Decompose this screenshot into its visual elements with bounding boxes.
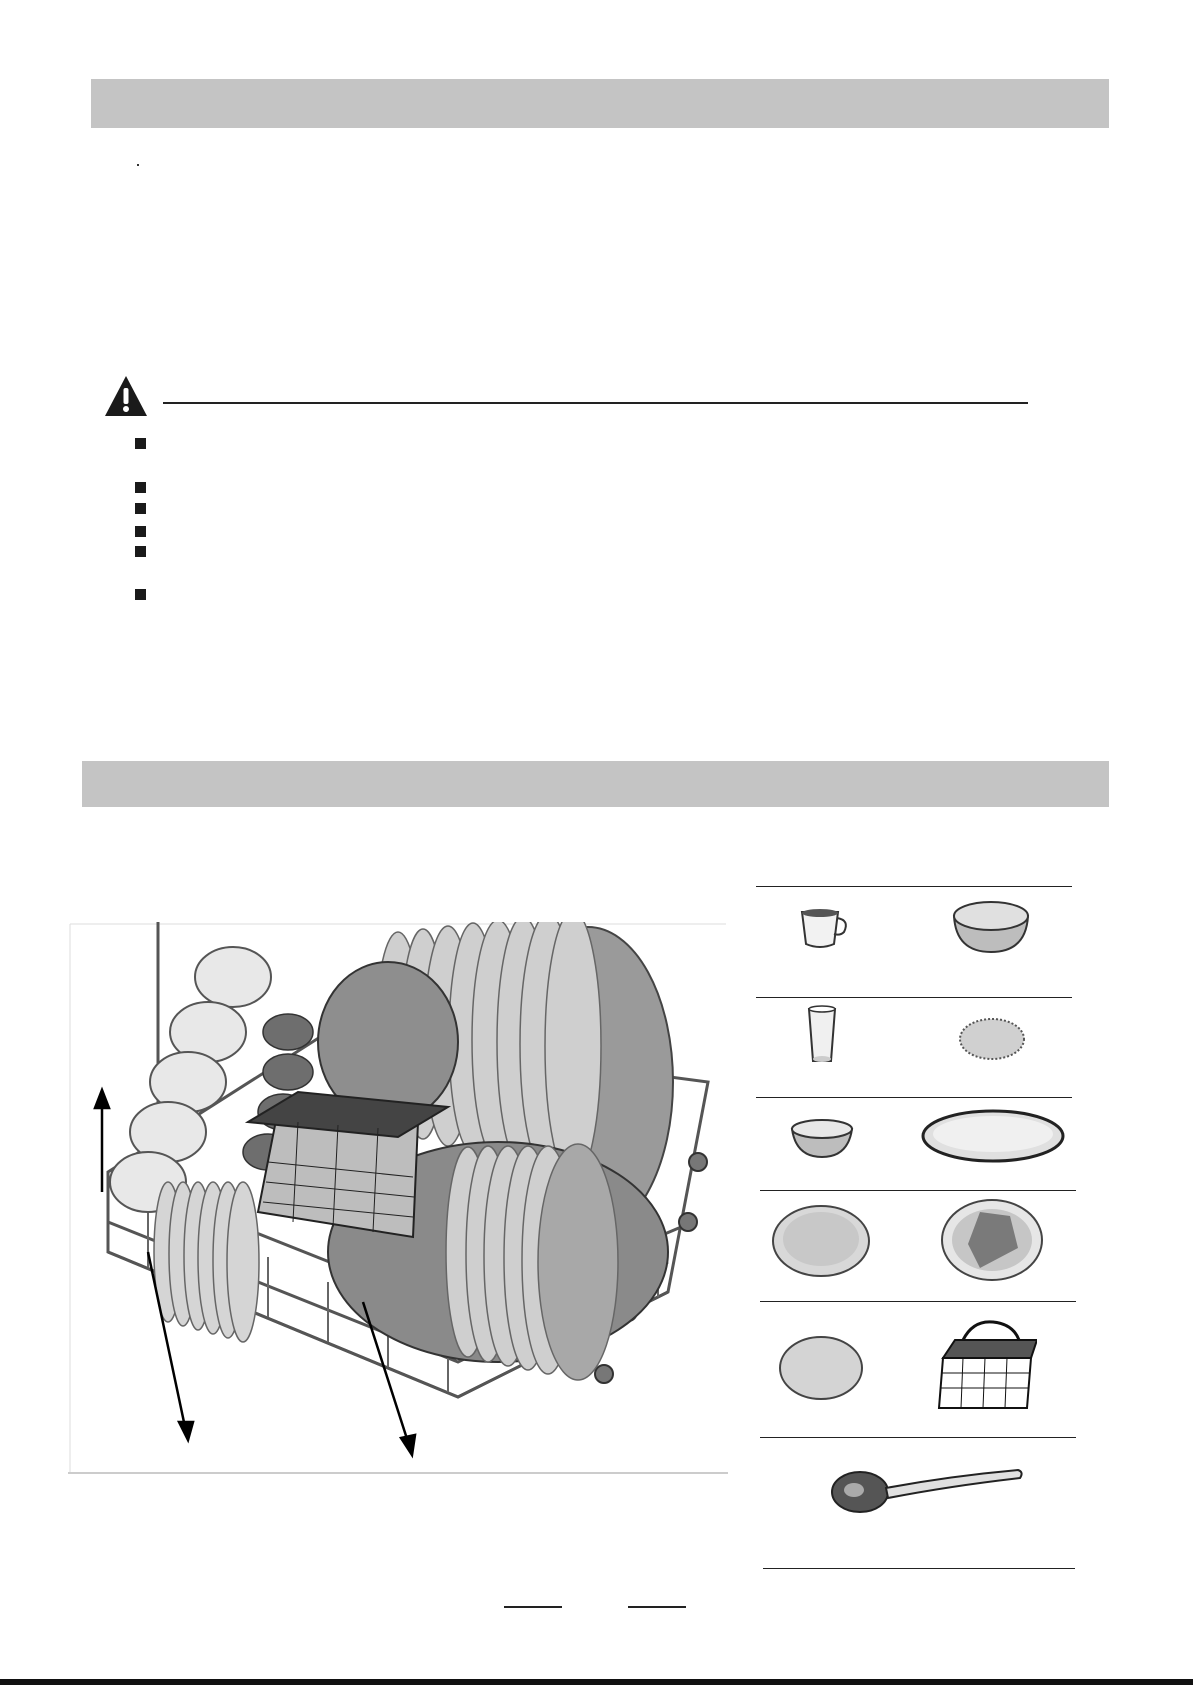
warning-bullet-5 <box>135 546 146 557</box>
warning-bullet-6 <box>135 589 146 600</box>
legend-rule-6 <box>760 1437 1076 1438</box>
glass-icon <box>806 1005 838 1065</box>
warning-rule <box>163 402 1028 404</box>
legend-rule-4 <box>760 1190 1076 1191</box>
warning-bullet-4 <box>135 526 146 537</box>
section-header-loading <box>82 761 1109 807</box>
plate-stack-small <box>154 1182 259 1342</box>
cups <box>110 947 271 1212</box>
legend-rule-5 <box>760 1301 1076 1302</box>
footer-blank-2 <box>628 1606 686 1608</box>
section-header-top <box>91 79 1109 128</box>
legend-rule-2 <box>756 997 1072 998</box>
warning-bullet-3 <box>135 503 146 514</box>
plate-stack-front <box>446 1144 618 1380</box>
warning-bullet-2 <box>135 482 146 493</box>
dishwasher-lower-basket-illustration <box>68 922 728 1492</box>
oval-platter-icon <box>920 1108 1066 1164</box>
dinner-plate-icon <box>940 1198 1044 1282</box>
cup-icon <box>798 906 852 950</box>
large-bowl-icon <box>950 896 1032 956</box>
page-bottom-edge <box>0 1679 1193 1685</box>
legend-rule-7 <box>763 1568 1075 1569</box>
cutlery-basket-icon <box>933 1318 1037 1412</box>
dessert-plate-icon <box>771 1203 871 1279</box>
legend-rule-3 <box>756 1097 1072 1098</box>
warning-bullet-1 <box>135 438 146 449</box>
small-plate-icon <box>958 1017 1026 1061</box>
warning-triangle-icon <box>103 374 149 418</box>
small-bowl-icon <box>788 1117 856 1159</box>
footer-blank-1 <box>504 1606 562 1608</box>
stray-dot <box>137 164 139 166</box>
legend-rule-1 <box>756 886 1072 887</box>
serving-spoon-icon <box>830 1462 1026 1518</box>
soup-plate-icon <box>778 1335 864 1401</box>
